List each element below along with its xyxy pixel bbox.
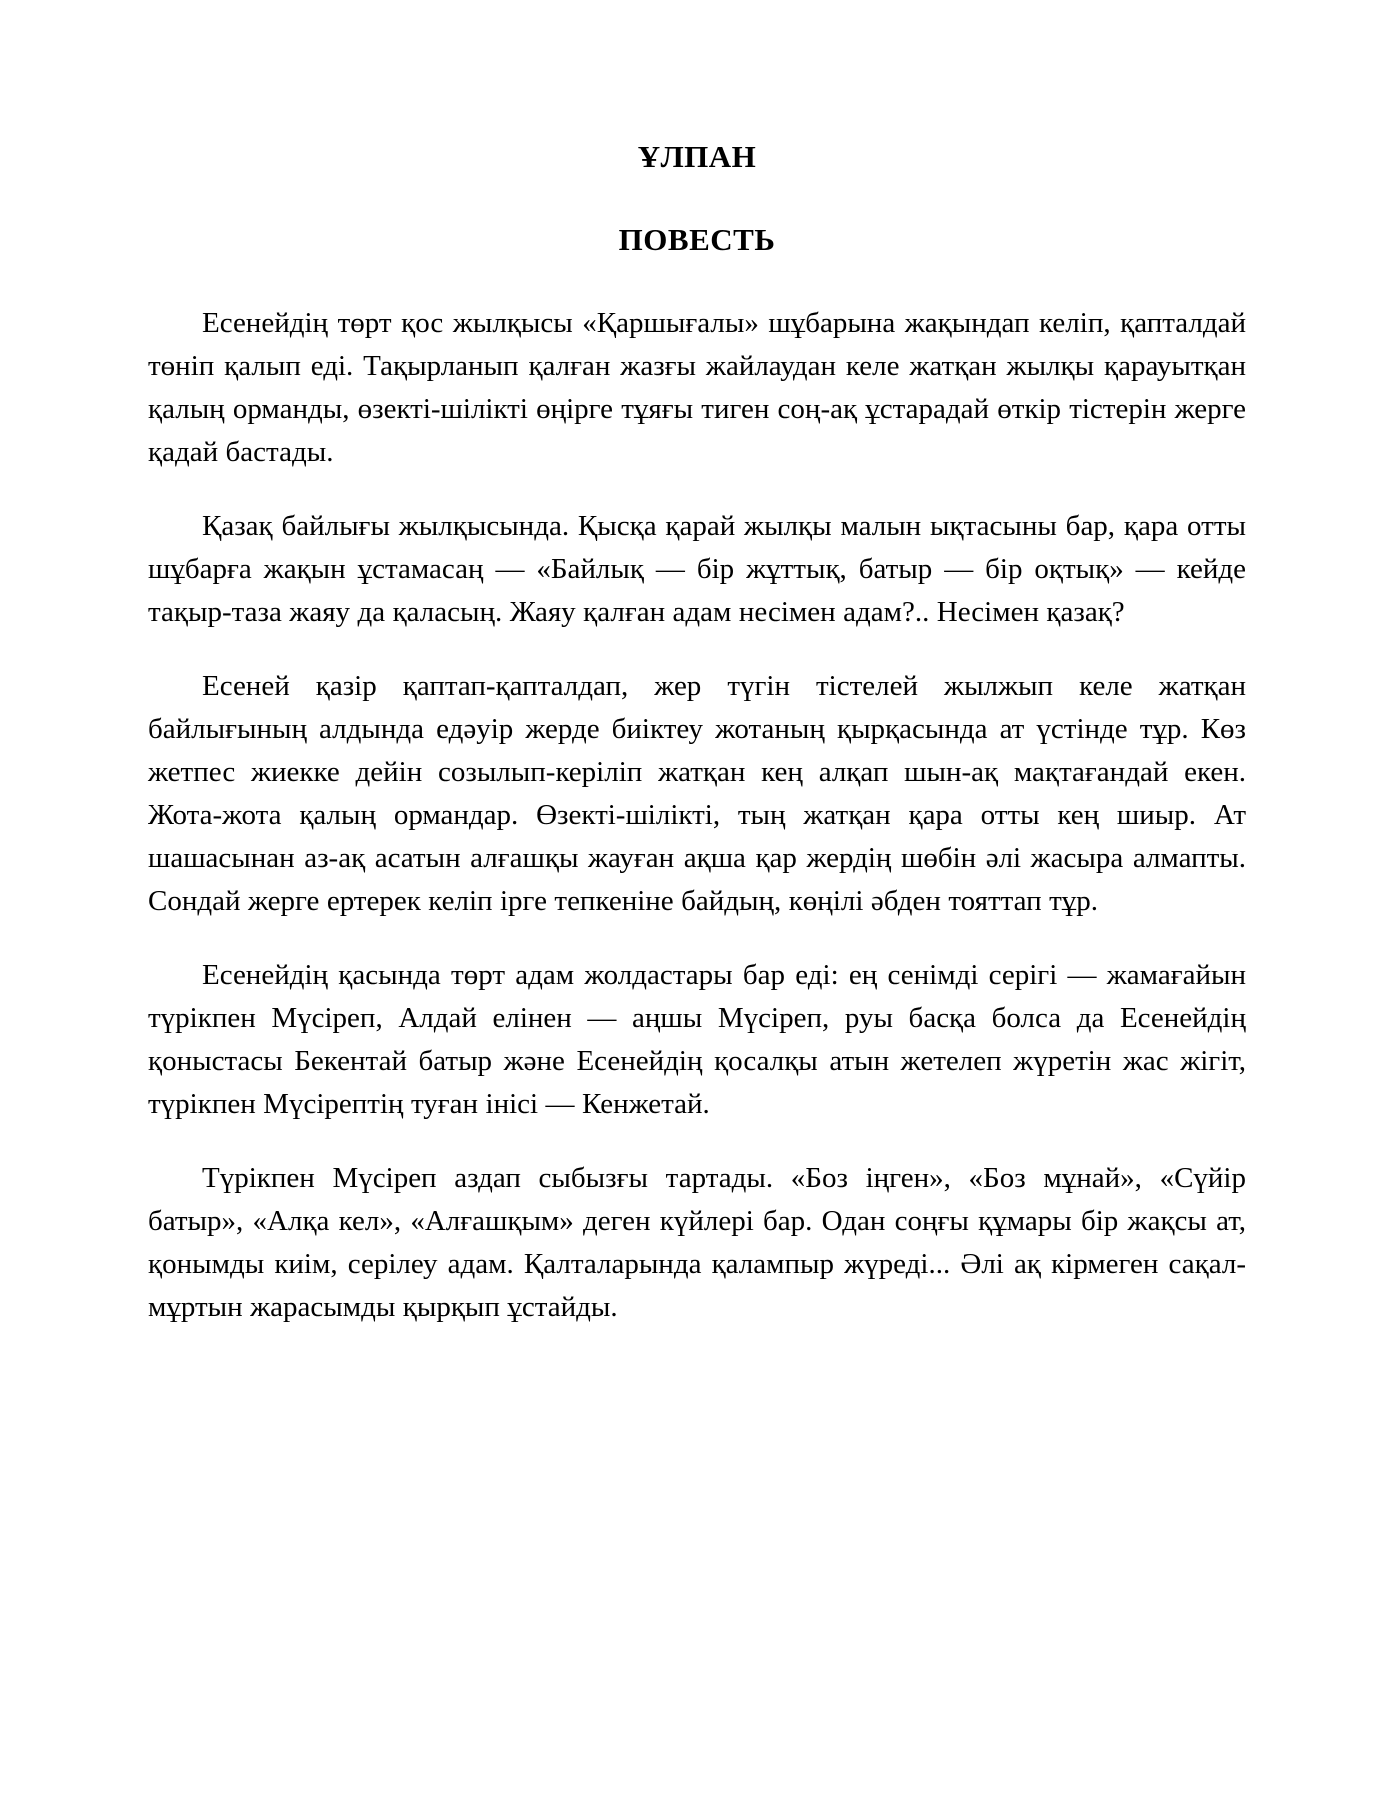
page-content [148,138,1246,1329]
paragraph: Есенейдің төрт қос жылқысы «Қаршығалы» шұбарына жақындап келіп, қапталдай төніп қалып еді. Тақырланып қалған жазғы жайлаудан келе жатқан жылқы қарауытқан қалың орманды, өзекті-шілікті өңірге тұяғы тиген соң-ақ ұстарадай өткір тістерін жерге қадай бастады. [148,307,1246,469]
page-title: ҰЛПАН [637,139,757,174]
body-text [148,302,1246,1329]
paragraph: Есеней қазір қаптап-қапталдап, жер түгін тістелей жылжып келе жатқан байлығының алдында едәуір жерде биіктеу жотаның қырқасында ат үстінде тұр. Көз жетпес жиекке дейін созылып-керіліп жатқан кең алқап шын-ақ мақтағандай екен. Жота-жота қалың ормандар. Өзекті-шілікті, тың жатқан қара отты кең шиыр. Ат шашасынан аз-ақ асатын алғашқы жауған ақша қар жердің шөбін әлі жасыра алмапты. Сондай жерге ертерек келіп ірге тепкеніне байдың, көңілі әбден тояттап тұр. [148,670,1246,918]
paragraph: Қазақ байлығы жылқысында. Қысқа қарай жылқы малын ықтасыны бар, қара отты шұбарға жақын ұстамасаң — «Байлық — бір жұттық, батыр — бір оқтық» — кейде тақыр-таза жаяу да қаласың. Жаяу қалған адам несімен адам?.. Несімен қазақ? [148,510,1246,629]
paragraph: Есенейдің қасында төрт адам жолдастары бар еді: ең сенімді серігі — жамағайын түрікпен Мүсіреп, Алдай елінен — аңшы Мүсіреп, руы басқа болса да Есенейдің қоныстасы Бекентай батыр және Есенейдің қосалқы атын жетелеп жүретін жас жігіт, түрікпен Мүсірептің туған інісі — Кенжетай. [148,959,1246,1121]
paragraph: Түрікпен Мүсіреп аздап сыбызғы тартады. «Боз іңген», «Боз мұнай», «Сүйір батыр», «Алқа кел», «Алғашқым» деген күйлері бар. Одан соңғы құмары бір жақсы ат, қонымды киім, серілеу адам. Қалталарында қалампыр жүреді... Әлі ақ кірмеген сақал-мұртын жарасымды қырқып ұстайды. [148,1162,1246,1324]
page-subtitle: ПОВЕСТЬ [618,222,776,258]
